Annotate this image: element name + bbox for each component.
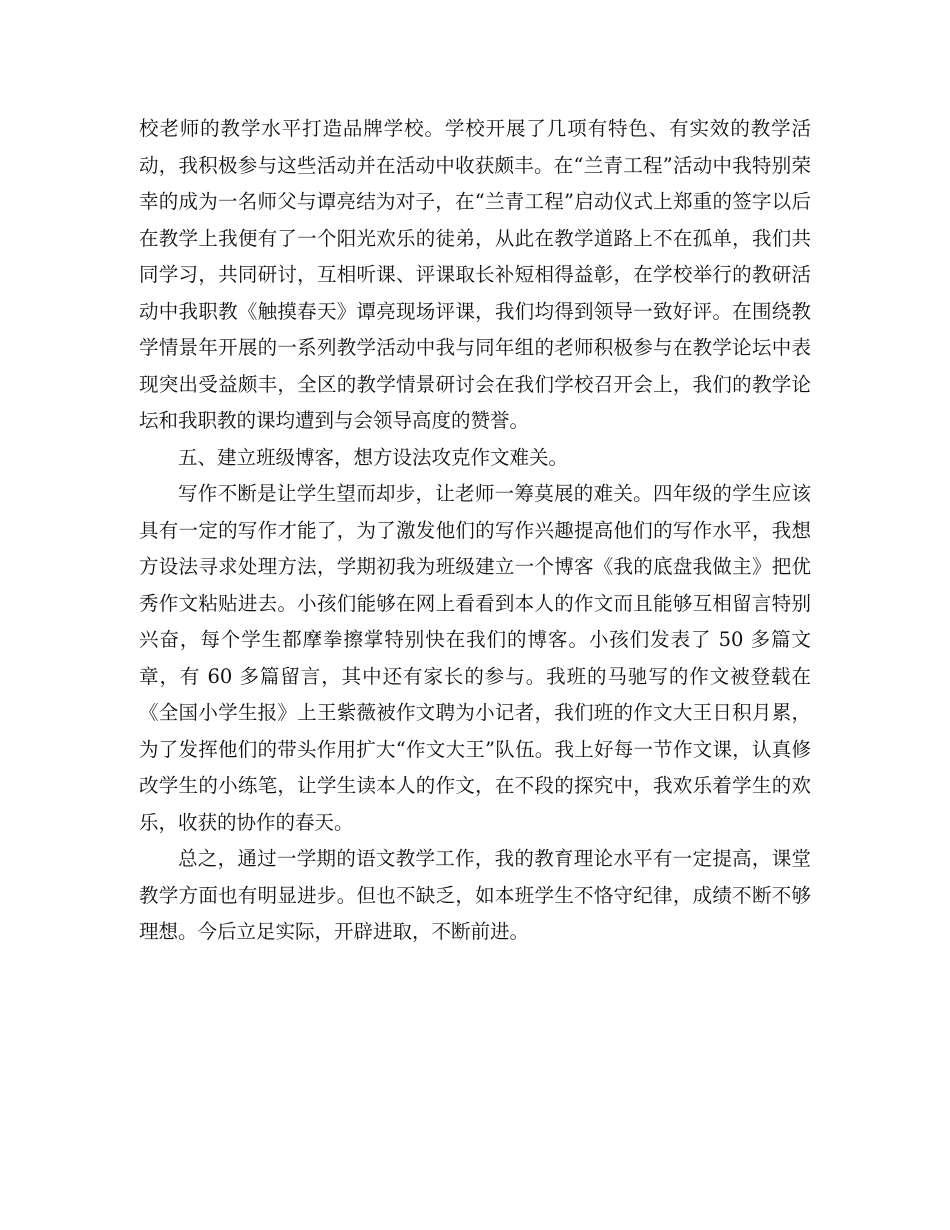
paragraph-continued: 校老师的教学水平打造品牌学校。学校开展了几项有特色、有实效的教学活动，我积极参与这些活动并在活动中收获颇丰。在“兰青工程”活动中我特别荣幸的成为一名师父与谭亮结为对子，在“兰青工程”启动仪式上郑重的签字以后在教学上我便有了一个阳光欢乐的徒弟，从此在教学道路上不在孤单，我们共同学习，共同研讨，互相听课、评课取长补短相得益彰，在学校举行的教研活动中我职教《触摸春天》谭亮现场评课，我们均得到领导一致好评。在围绕教学情景年开展的一系列教学活动中我与同年组的老师积极参与在教学论坛中表现突出受益颇丰，全区的教学情景研讨会在我们学校召开会上，我们的教学论坛和我职教的课均遭到与会领导高度的赞誉。 <box>139 117 811 432</box>
paragraph-summary: 总之，通过一学期的语文教学工作，我的教育理论水平有一定提高，课堂教学方面也有明显进步。但也不缺乏，如本班学生不恪守纪律，成绩不断不够理想。今后立足实际，开辟进取，不断前进。 <box>139 847 811 943</box>
section-heading-class-blog: 五、建立班级博客，想方设法攻克作文难关。 <box>178 445 569 469</box>
document-body <box>139 111 811 951</box>
paragraph-writing: 写作不断是让学生望而却步，让老师一筹莫展的难关。四年级的学生应该具有一定的写作才能了，为了激发他们的写作兴趣提高他们的写作水平，我想方设法寻求处理方法，学期初我为班级建立一个博客《我的底盘我做主》把优秀作文粘贴进去。小孩们能够在网上看看到本人的作文而且能够互相留言特别兴奋，每个学生都摩拳擦掌特别快在我们的博客。小孩们发表了 50 多篇文章，有 60 多篇留言，其中还有家长的参与。我班的马驰写的作文被登载在《全国小学生报》上王紫薇被作文聘为小记者，我们班的作文大王日积月累，为了发挥他们的带头作用扩大“作文大王”队伍。我上好每一节作文课，认真修改学生的小练笔，让学生读本人的作文，在不段的探究中，我欢乐着学生的欢乐，收获的协作的春天。 <box>139 482 811 834</box>
